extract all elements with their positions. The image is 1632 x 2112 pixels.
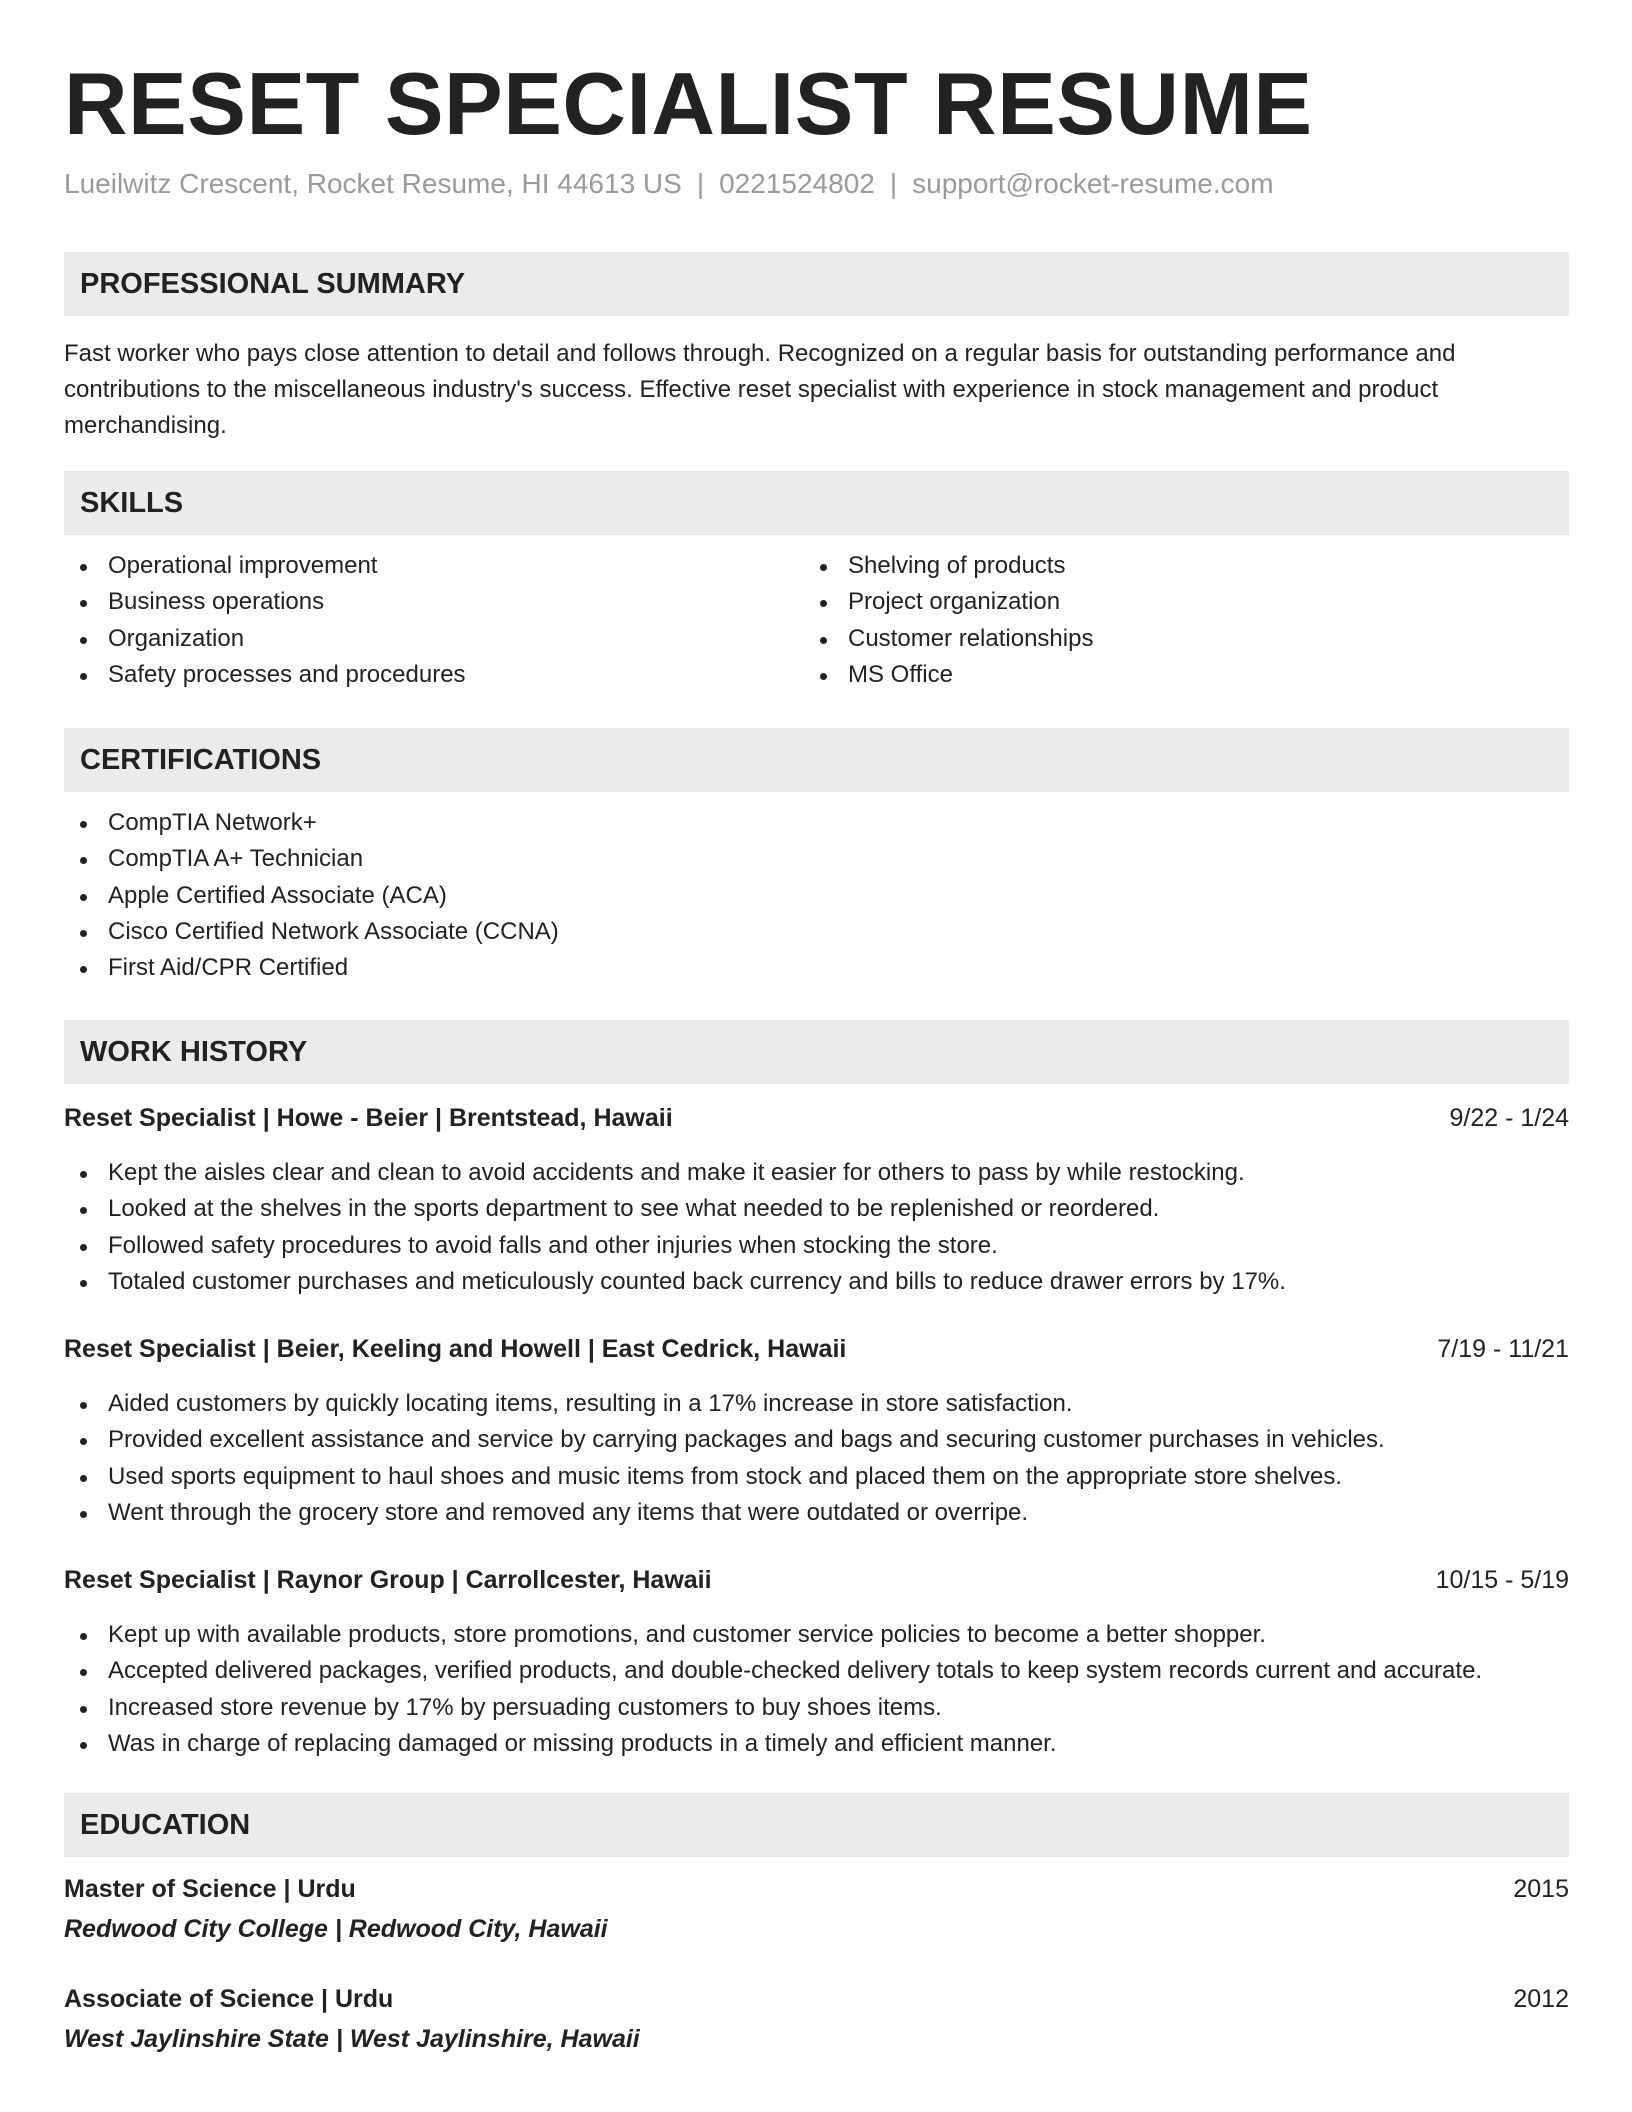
contact-address: Lueilwitz Crescent, Rocket Resume, HI 44613 US <box>64 168 682 199</box>
job-header <box>64 1100 1569 1136</box>
section-header-skills: SKILLS <box>64 471 1569 535</box>
education-school: West Jaylinshire State | West Jaylinshire, Hawaii <box>64 2025 640 2053</box>
job-bullet: Provided excellent assistance and service by carrying packages and bags and securing customer purchases in vehicles. <box>64 1422 1569 1458</box>
education-degree: Associate of Science | Urdu <box>64 1985 394 2013</box>
job-header <box>64 1331 1569 1367</box>
certification-item: Cisco Certified Network Associate (CCNA) <box>64 914 559 950</box>
contact-separator: | <box>889 168 898 199</box>
contact-line <box>64 165 1274 203</box>
skill-item: Business operations <box>64 584 466 620</box>
job-bullet: Accepted delivered packages, verified products, and double-checked delivery totals to keep system records current and accurate. <box>64 1653 1569 1689</box>
job-bullet: Went through the grocery store and removed any items that were outdated or overripe. <box>64 1495 1569 1531</box>
skills-list-left <box>64 548 466 693</box>
job-bullet: Used sports equipment to haul shoes and music items from stock and placed them on the appropriate store shelves. <box>64 1459 1569 1495</box>
contact-phone: 0221524802 <box>719 168 875 199</box>
job-bullet: Looked at the shelves in the sports department to see what needed to be replenished or reordered. <box>64 1191 1569 1227</box>
job-bullets <box>64 1617 1569 1762</box>
education-header <box>64 1981 1569 2017</box>
job-bullet: Increased store revenue by 17% by persuading customers to buy shoes items. <box>64 1690 1569 1726</box>
job-title: Reset Specialist | Beier, Keeling and Howell | East Cedrick, Hawaii <box>64 1335 847 1363</box>
skill-item: Operational improvement <box>64 548 466 584</box>
education-school: Redwood City College | Redwood City, Hawaii <box>64 1915 608 1943</box>
summary-text: Fast worker who pays close attention to detail and follows through. Recognized on a regular basis for outstanding performance and contributions to the miscellaneous industry's success. Effective reset specialist with experience in stock management and product merchandising. <box>64 340 1456 439</box>
section-header-education: EDUCATION <box>64 1793 1569 1857</box>
job-title: Reset Specialist | Raynor Group | Carrollcester, Hawaii <box>64 1566 712 1594</box>
job-title: Reset Specialist | Howe - Beier | Brentstead, Hawaii <box>64 1104 673 1132</box>
job-dates: 9/22 - 1/24 <box>1449 1104 1569 1132</box>
job-bullets <box>64 1386 1569 1531</box>
certification-item: CompTIA Network+ <box>64 805 559 841</box>
job-header <box>64 1562 1569 1598</box>
education-year: 2012 <box>1513 1985 1569 2013</box>
education-header <box>64 1871 1569 1907</box>
contact-separator: | <box>696 168 705 199</box>
job-bullet: Was in charge of replacing damaged or missing products in a timely and efficient manner. <box>64 1726 1569 1762</box>
skill-item: Safety processes and procedures <box>64 657 466 693</box>
job-bullet: Totaled customer purchases and meticulously counted back currency and bills to reduce drawer errors by 17%. <box>64 1264 1569 1300</box>
certification-item: CompTIA A+ Technician <box>64 841 559 877</box>
certification-item: First Aid/CPR Certified <box>64 950 559 986</box>
skill-item: Shelving of products <box>804 548 1093 584</box>
job-bullets <box>64 1155 1569 1300</box>
skills-list-right <box>804 548 1093 693</box>
education-year: 2015 <box>1513 1875 1569 1903</box>
section-header-certifications: CERTIFICATIONS <box>64 728 1569 792</box>
job-bullet: Kept the aisles clear and clean to avoid accidents and make it easier for others to pass by while restocking. <box>64 1155 1569 1191</box>
section-header-summary: PROFESSIONAL SUMMARY <box>64 252 1569 316</box>
job-bullet: Aided customers by quickly locating items, resulting in a 17% increase in store satisfaction. <box>64 1386 1569 1422</box>
job-dates: 7/19 - 11/21 <box>1437 1335 1569 1363</box>
job-dates: 10/15 - 5/19 <box>1435 1566 1569 1594</box>
job-bullet: Followed safety procedures to avoid falls and other injuries when stocking the store. <box>64 1228 1569 1264</box>
skill-item: Organization <box>64 621 466 657</box>
contact-email: support@rocket-resume.com <box>912 168 1274 199</box>
certifications-list <box>64 805 559 986</box>
education-degree: Master of Science | Urdu <box>64 1875 356 1903</box>
job-bullet: Kept up with available products, store promotions, and customer service policies to become a better shopper. <box>64 1617 1569 1653</box>
skill-item: Project organization <box>804 584 1093 620</box>
section-header-work-history: WORK HISTORY <box>64 1020 1569 1084</box>
certification-item: Apple Certified Associate (ACA) <box>64 878 559 914</box>
resume-title: RESET SPECIALIST RESUME <box>64 54 1313 153</box>
skill-item: MS Office <box>804 657 1093 693</box>
skill-item: Customer relationships <box>804 621 1093 657</box>
